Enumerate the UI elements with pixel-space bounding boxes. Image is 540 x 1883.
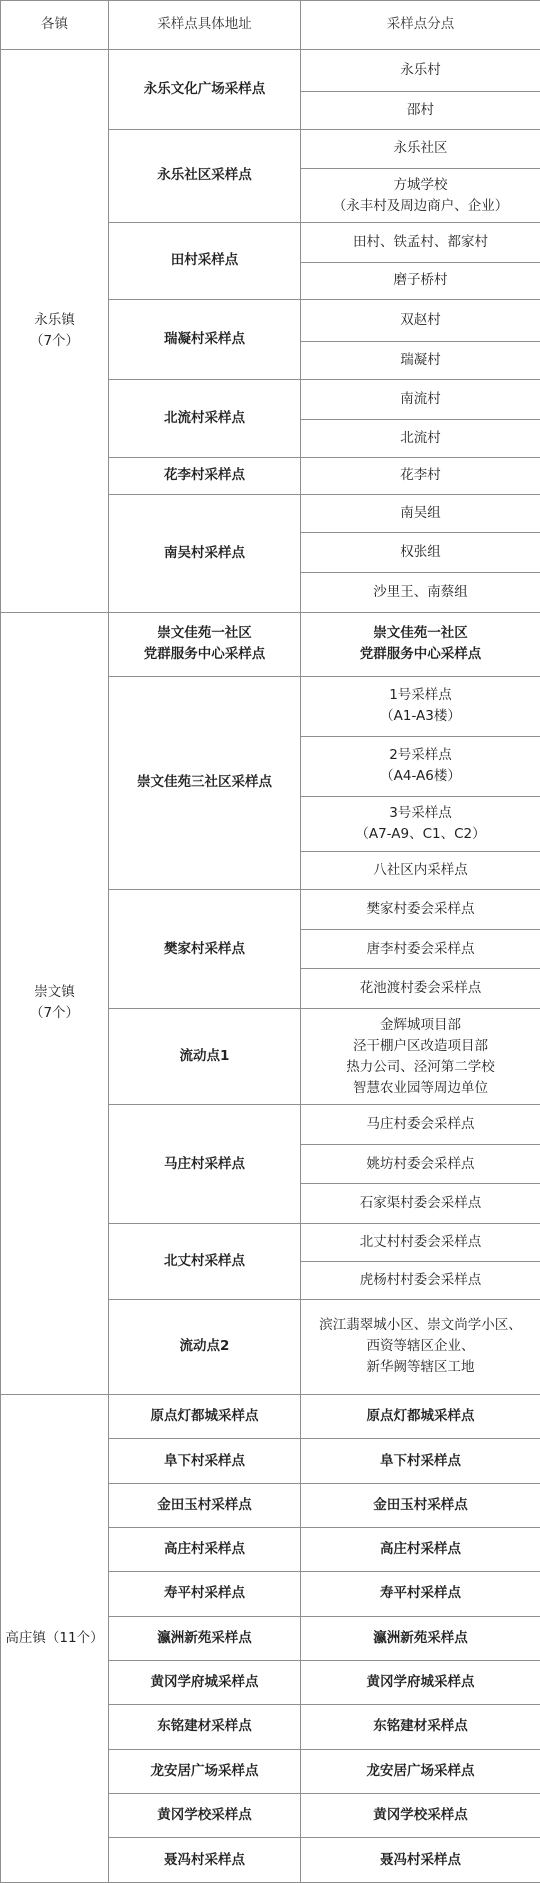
table-row — [1, 49, 540, 91]
sub-point-cell — [301, 379, 540, 419]
sub-point-cell — [301, 495, 540, 533]
text-line: 瀛洲新苑采样点 — [157, 1629, 252, 1646]
text-line: 永乐文化广场采样点 — [143, 80, 266, 97]
text-line: 马庄村采样点 — [164, 1155, 245, 1172]
sub-point-cell — [301, 572, 540, 612]
sub-point-cell — [301, 91, 540, 129]
sub-point-cell — [301, 300, 540, 342]
site-address-cell — [109, 222, 301, 300]
text-line: 黄冈学府城采样点 — [366, 1674, 475, 1691]
text-line: 田村、铁孟村、都家村 — [353, 233, 488, 250]
text-line: 北流村 — [400, 429, 441, 446]
text-line: 权张组 — [400, 543, 441, 560]
text-line: 崇文佳苑一社区 — [157, 625, 252, 642]
sub-point-cell — [301, 969, 540, 1009]
site-address-cell — [109, 676, 301, 889]
text-line: 龙安居广场采样点 — [366, 1762, 475, 1779]
site-address-cell — [109, 1838, 301, 1883]
text-line: 樊家村采样点 — [164, 940, 245, 957]
sub-point-cell — [301, 736, 540, 796]
town-cell — [1, 1395, 109, 1883]
text-line: 八社区内采样点 — [373, 861, 468, 878]
sub-point-cell — [301, 1262, 540, 1300]
sub-point-cell — [301, 1439, 540, 1483]
site-address-cell — [109, 1793, 301, 1837]
town-name: 高庄镇（11个） — [5, 1630, 104, 1646]
site-address-cell — [109, 1009, 301, 1104]
table-body — [1, 1, 540, 1883]
sub-point-cell — [301, 1838, 540, 1883]
table-row — [1, 612, 540, 676]
text-line: 西资等辖区企业、 — [366, 1338, 475, 1355]
text-line: 党群服务中心采样点 — [359, 646, 482, 663]
sub-point-cell — [301, 419, 540, 457]
sub-point-cell — [301, 222, 540, 262]
text-line: 热力公司、泾河第二学校 — [346, 1058, 495, 1075]
text-line: 永乐社区采样点 — [157, 167, 252, 184]
site-address-cell — [109, 1299, 301, 1394]
text-line: 聂冯村采样点 — [164, 1851, 245, 1868]
sub-point-cell — [301, 262, 540, 300]
sub-point-cell — [301, 929, 540, 969]
site-address-cell — [109, 1224, 301, 1299]
sub-point-cell — [301, 612, 540, 676]
text-line: 永乐村 — [400, 61, 441, 78]
text-line: 黄冈学校采样点 — [373, 1807, 468, 1824]
header-row — [1, 1, 540, 50]
site-address-cell — [109, 1572, 301, 1616]
text-line: 新华阙等辖区工地 — [366, 1359, 475, 1376]
text-line: 黄冈学校采样点 — [157, 1807, 252, 1824]
text-line: 北流村采样点 — [164, 409, 245, 426]
text-line: 阜下村采样点 — [164, 1452, 245, 1469]
text-line: 马庄村委会采样点 — [366, 1115, 475, 1132]
sub-point-cell — [301, 1395, 540, 1439]
text-line: 瑞凝村 — [400, 352, 441, 369]
text-line: 唐李村委会采样点 — [366, 940, 475, 957]
text-line: 南吴组 — [400, 505, 441, 522]
text-line: 北丈村村委会采样点 — [359, 1234, 482, 1251]
sub-point-cell — [301, 129, 540, 169]
text-line: 聂冯村采样点 — [380, 1851, 461, 1868]
town-cell — [1, 612, 109, 1394]
text-line: 崇文佳苑一社区 — [373, 625, 468, 642]
sub-point-cell — [301, 796, 540, 851]
text-line: 南流村 — [400, 390, 441, 407]
sub-point-cell — [301, 1749, 540, 1793]
header-points: 采样点分点 — [301, 1, 540, 50]
site-address-cell — [109, 1616, 301, 1660]
text-line: 花池渡村委会采样点 — [359, 980, 482, 997]
text-line: 北丈村采样点 — [164, 1253, 245, 1270]
sub-point-cell — [301, 1616, 540, 1660]
text-line: 磨子桥村 — [393, 272, 448, 289]
text-line: 智慧农业园等周边单位 — [353, 1079, 488, 1096]
site-address-cell — [109, 457, 301, 495]
sub-point-cell — [301, 1009, 540, 1104]
sub-point-cell — [301, 169, 540, 222]
sub-point-cell — [301, 49, 540, 91]
text-line: 方城学校 — [393, 176, 448, 193]
site-address-cell — [109, 300, 301, 380]
text-line: 流动点1 — [179, 1048, 230, 1065]
text-line: 3号采样点 — [389, 804, 452, 821]
text-line: 南吴村采样点 — [164, 544, 245, 561]
town-name: 崇文镇 — [34, 984, 75, 1001]
text-line: 高庄村采样点 — [164, 1541, 245, 1558]
text-line: 花李村采样点 — [164, 467, 245, 484]
sub-point-cell — [301, 1705, 540, 1749]
site-address-cell — [109, 1104, 301, 1224]
text-line: 1号采样点 — [389, 687, 452, 704]
text-line: 原点灯都城采样点 — [366, 1408, 475, 1425]
sub-point-cell — [301, 1144, 540, 1184]
site-address-cell — [109, 495, 301, 612]
site-address-cell — [109, 1528, 301, 1572]
header-address: 采样点具体地址 — [109, 1, 301, 50]
site-address-cell — [109, 889, 301, 1009]
text-line: 泾干棚户区改造项目部 — [353, 1037, 488, 1054]
sub-point-cell — [301, 1528, 540, 1572]
sub-point-cell — [301, 1184, 540, 1224]
text-line: 寿平村采样点 — [164, 1585, 245, 1602]
text-line: 金田玉村采样点 — [157, 1496, 252, 1513]
sub-point-cell — [301, 457, 540, 495]
sub-point-cell — [301, 342, 540, 380]
town-cell — [1, 49, 109, 612]
text-line: 双赵村 — [400, 312, 441, 329]
text-line: 瀛洲新苑采样点 — [373, 1629, 468, 1646]
site-address-cell — [109, 129, 301, 222]
site-address-cell — [109, 1749, 301, 1793]
text-line: （永丰村及周边商户、企业） — [332, 197, 509, 214]
site-address-cell — [109, 49, 301, 129]
text-line: 金田玉村采样点 — [373, 1496, 468, 1513]
site-address-cell — [109, 1439, 301, 1483]
sub-point-cell — [301, 852, 540, 890]
text-line: 2号采样点 — [389, 747, 452, 764]
sub-point-cell — [301, 532, 540, 572]
sub-point-cell — [301, 1572, 540, 1616]
text-line: 花李村 — [400, 467, 441, 484]
text-line: 虎杨村村委会采样点 — [359, 1271, 482, 1288]
text-line: 金辉城项目部 — [380, 1016, 461, 1033]
site-address-cell — [109, 1395, 301, 1439]
site-address-cell — [109, 1660, 301, 1704]
sub-point-cell — [301, 676, 540, 736]
text-line: 崇文佳苑三社区采样点 — [137, 774, 272, 791]
sub-point-cell — [301, 889, 540, 929]
table-row — [1, 1395, 540, 1439]
town-count: （7个） — [29, 332, 80, 349]
site-address-cell — [109, 1483, 301, 1527]
town-count: （7个） — [29, 1005, 80, 1022]
text-line: 姚坊村委会采样点 — [366, 1155, 475, 1172]
sub-point-cell — [301, 1104, 540, 1144]
text-line: 龙安居广场采样点 — [150, 1762, 259, 1779]
town-name: 永乐镇 — [34, 311, 75, 328]
text-line: 邵村 — [407, 101, 434, 118]
sub-point-cell — [301, 1299, 540, 1394]
header-town: 各镇 — [1, 1, 109, 50]
text-line: 沙里王、南蔡组 — [373, 583, 468, 600]
text-line: 寿平村采样点 — [380, 1585, 461, 1602]
text-line: 流动点2 — [179, 1338, 230, 1355]
text-line: 永乐社区 — [393, 140, 448, 157]
site-address-cell — [109, 612, 301, 676]
text-line: 高庄村采样点 — [380, 1541, 461, 1558]
text-line: 阜下村采样点 — [380, 1452, 461, 1469]
sub-point-cell — [301, 1224, 540, 1262]
text-line: 石家渠村委会采样点 — [359, 1195, 482, 1212]
text-line: （A7-A9、C1、C2） — [355, 825, 486, 842]
text-line: 原点灯都城采样点 — [150, 1408, 259, 1425]
text-line: 黄冈学府城采样点 — [150, 1674, 259, 1691]
sub-point-cell — [301, 1660, 540, 1704]
site-address-cell — [109, 379, 301, 457]
text-line: 瑞凝村采样点 — [164, 331, 245, 348]
text-line: （A4-A6楼） — [380, 768, 461, 785]
text-line: 滨江翡翠城小区、崇文尚学小区、 — [319, 1317, 522, 1334]
sub-point-cell — [301, 1793, 540, 1837]
text-line: 樊家村委会采样点 — [366, 900, 475, 917]
text-line: 东铭建材采样点 — [373, 1718, 468, 1735]
site-address-cell — [109, 1705, 301, 1749]
text-line: 党群服务中心采样点 — [143, 646, 266, 663]
text-line: 东铭建材采样点 — [157, 1718, 252, 1735]
sub-point-cell — [301, 1483, 540, 1527]
text-line: 田村采样点 — [170, 252, 239, 269]
text-line: （A1-A3楼） — [380, 708, 461, 725]
